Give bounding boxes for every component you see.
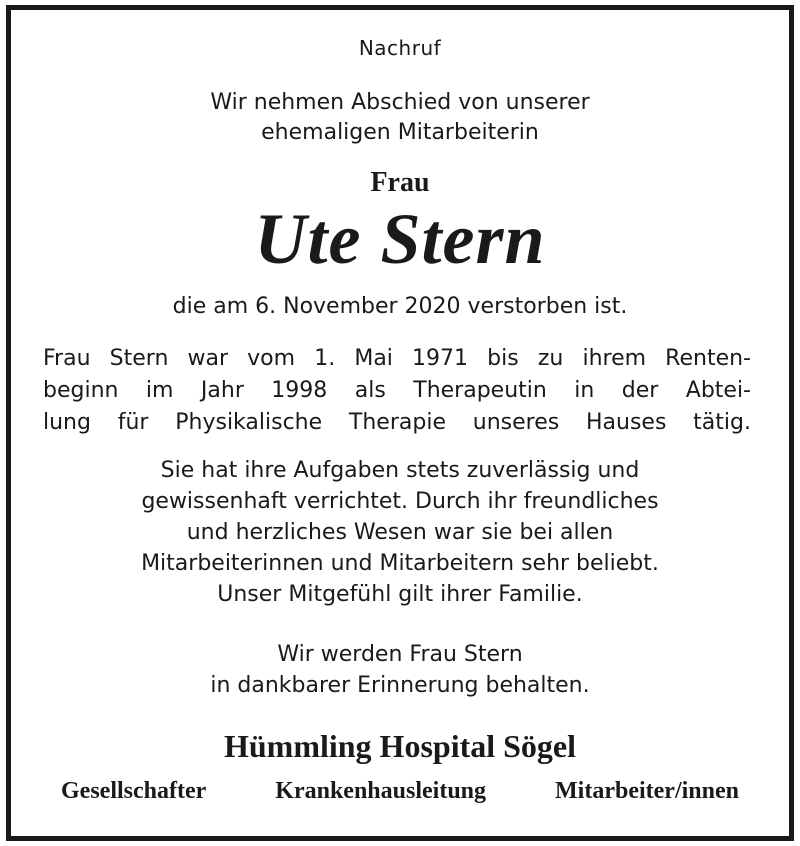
signers-row [61, 778, 739, 805]
signer-hospital-management: Krankenhausleitung [275, 778, 487, 804]
tribute-paragraph [11, 455, 789, 610]
signer-shareholders: Gesellschafter [61, 778, 207, 804]
intro-line: Wir nehmen Abschied von unserer [210, 90, 590, 115]
deceased-name: Ute Stern [254, 199, 546, 279]
tribute-line: Sie hat ihre Aufgaben stets zuverlässig und [160, 458, 640, 483]
memory-line: in dankbarer Erinnerung behalten. [210, 673, 590, 698]
memory-paragraph [11, 639, 789, 701]
intro-line: ehemaligen Mitarbeiterin [261, 120, 539, 145]
obituary-frame [6, 5, 794, 841]
salutation: Frau [370, 167, 430, 198]
biography-paragraph [43, 343, 751, 439]
tribute-line: gewissenhaft verrichtet. Durch ihr freundliches [141, 489, 659, 514]
death-date-line: die am 6. November 2020 verstorben ist. [172, 294, 628, 319]
biography-line: beginn im Jahr 1998 als Therapeutin in der Abtei- [43, 378, 751, 403]
intro-text [11, 88, 789, 148]
tribute-line: Mitarbeiterinnen und Mitarbeitern sehr beliebt. [141, 551, 659, 576]
tribute-line: Unser Mitgefühl gilt ihrer Familie. [217, 582, 583, 607]
obituary-content [11, 10, 789, 836]
organization-name: Hümmling Hospital Sögel [223, 728, 577, 764]
signer-staff: Mitarbeiter/innen [555, 778, 739, 804]
tribute-line: und herzliches Wesen war sie bei allen [186, 520, 614, 545]
notice-heading: Nachruf [358, 36, 442, 60]
memory-line: Wir werden Frau Stern [277, 642, 523, 667]
biography-line: lung für Physikalische Therapie unseres Hauses tätig. [43, 410, 751, 435]
biography-line: Frau Stern war vom 1. Mai 1971 bis zu ihrem Renten- [43, 346, 751, 371]
